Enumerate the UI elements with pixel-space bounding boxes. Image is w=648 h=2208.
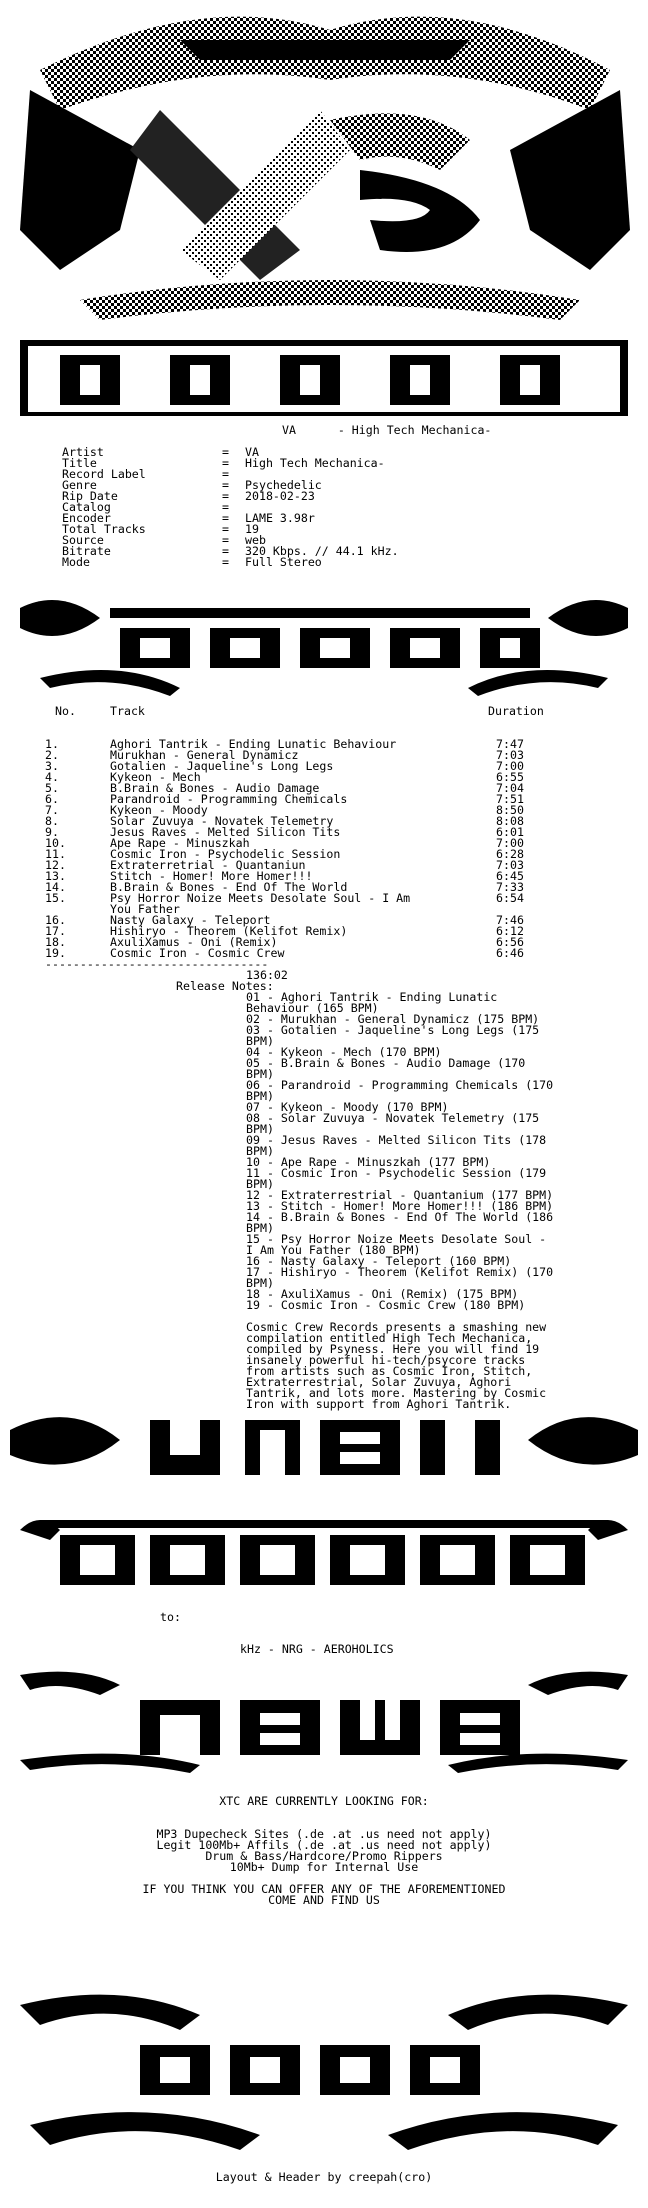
track-row (0, 860, 648, 871)
info-value: High Tech Mechanica- (245, 456, 385, 470)
track-number: 19. (45, 946, 66, 960)
track-title: Ape Rape - Minuszkah (110, 836, 250, 850)
info-label: Catalog (62, 500, 111, 514)
info-label: Source (62, 533, 104, 547)
track-row (0, 739, 648, 750)
info-equals: = (222, 511, 229, 525)
col-track-header: Track (110, 704, 145, 718)
track-row (0, 849, 648, 860)
track-title: Hishiryo - Theorem (Kelifot Remix) (110, 924, 348, 938)
total-duration: 136:02 (246, 968, 288, 982)
track-duration: 6:01 (496, 825, 524, 839)
info-label: Mode (62, 555, 90, 569)
info-equals: = (222, 489, 229, 503)
track-title: Jesus Raves - Melted Silicon Tits (110, 825, 341, 839)
info-block (0, 447, 648, 568)
info-row (0, 546, 648, 557)
track-number: 2. (45, 748, 59, 762)
info-label: Artist (62, 445, 104, 459)
info-equals: = (222, 445, 229, 459)
track-title: Murukhan - General Dynamicz (110, 748, 299, 762)
tracklist-header (0, 706, 648, 717)
track-number: 6. (45, 792, 59, 806)
track-duration: 7:04 (496, 781, 524, 795)
track-title: Parandroid - Programming Chemicals (110, 792, 348, 806)
news-offer-2: COME AND FIND US (268, 1893, 380, 1907)
track-row (0, 948, 648, 959)
track-duration: 7:46 (496, 913, 524, 927)
track-row (0, 827, 648, 838)
track-title: Extraterretrial - Quantaniun (110, 858, 306, 872)
col-duration-header: Duration (488, 704, 544, 718)
info-equals: = (222, 555, 229, 569)
news-item: 10Mb+ Dump for Internal Use (229, 1860, 419, 1874)
track-duration: 6:54 (496, 891, 524, 905)
shouts-to-label: to: (160, 1610, 181, 1624)
track-number: 3. (45, 759, 59, 773)
track-number: 8. (45, 814, 59, 828)
track-row (0, 794, 648, 805)
info-equals: = (222, 522, 229, 536)
track-title: Stitch - Homer! More Homer!!! (110, 869, 313, 883)
track-title: Cosmic Iron - Psychodelic Session (110, 847, 341, 861)
track-number: 16. (45, 913, 66, 927)
info-value: LAME 3.98r (245, 511, 315, 525)
tracklist-separator: -------------------------------- (45, 957, 269, 971)
track-number: 1. (45, 737, 59, 751)
track-number: 10. (45, 836, 66, 850)
track-title: Kykeon - Mech (110, 770, 201, 784)
shouts-line: kHz - NRG - AEROHOLICS (240, 1642, 394, 1656)
track-duration: 6:45 (496, 869, 524, 883)
release-notes: 01 - Aghori Tantrik - Ending Lunatic Behaviour (165 BPM) 02 - Murukhan - General Dynamicz (175 BPM) 03 - Gotalien - Jaqueline's Long Legs (175 BPM) 04 - Kykeon - Mech (170 BPM) 05 - B.Brain & Bones - Audio Damage (170 BPM) 06 - Parandroid - Programming Chemicals (170 BPM) 07 - Kykeon - Moody (170 BPM) 08 - Solar Zuvuya - Novatek Telemetry (175 BPM) 09 - Jesus Raves - Melted Silicon Tits (178 BPM) 10 - Ape Rape - Minuszkah (177 BPM) 11 - Cosmic Iron - Psychodelic Session (179 BPM) 12 - Extraterrestrial - Quantanium (177 BPM) 13 - Stitch - Homer! More Homer!!! (186 BPM) 14 - B.Brain & Bones - End Of The World (186 BPM) 15 - Psy Horror Noize Meets Desolate Soul - I Am You Father (180 BPM) 16 - Nasty Galaxy - Teleport (160 BPM) 17 - Hishiryo - Theorem (Kelifot Remix) (170 BPM) 18 - AxuliXamus - Oni (Remix) (175 BPM) 19 - Cosmic Iron - Cosmic Crew (180 BPM) Cosmic Crew Records presents a smashing new compilation entitled High Tech Mechanica, compiled by Psyness. Here you will find 19 insanely powerful hi-tech/psycore tracks from artists such as Cosmic Iron, Stitch, Extraterrestrial, Solar Zuvuya, Aghori Tantrik, and lots more. Mastering by Cosmic Iron with support from Aghori Tantrik. (246, 990, 554, 1411)
news-item: Drum & Bass/Hardcore/Promo Rippers (205, 1849, 443, 1863)
track-number: 18. (45, 935, 66, 949)
info-equals: = (222, 533, 229, 547)
track-number: 11. (45, 847, 66, 861)
track-number: 4. (45, 770, 59, 784)
track-duration: 8:50 (496, 803, 524, 817)
info-value: VA (245, 445, 259, 459)
col-no-header: No. (55, 704, 76, 718)
section-art-info-footer (0, 1985, 648, 2170)
track-row (0, 772, 648, 783)
info-equals: = (222, 478, 229, 492)
track-title: Nasty Galaxy - Teleport (110, 913, 271, 927)
news-item: Legit 100Mb+ Affils (.de .at .us need not apply) (156, 1838, 492, 1852)
track-duration: 7:47 (496, 737, 524, 751)
section-art-news (0, 1665, 648, 1775)
news-headline: XTC ARE CURRENTLY LOOKING FOR: (219, 1794, 429, 1808)
info-equals: = (222, 500, 229, 514)
track-row (0, 761, 648, 772)
track-number: 7. (45, 803, 59, 817)
track-number: 5. (45, 781, 59, 795)
track-number: 14. (45, 880, 66, 894)
xtc-logo-art (0, 0, 648, 330)
track-duration: 7:00 (496, 836, 524, 850)
info-value: 320 Kbps. // 44.1 kHz. (245, 544, 399, 558)
info-label: Genre (62, 478, 97, 492)
track-title: B.Brain & Bones - End Of The World (110, 880, 348, 894)
track-number: 13. (45, 869, 66, 883)
info-value: Full Stereo (245, 555, 322, 569)
track-title: AxuliXamus - Oni (Remix) (110, 935, 278, 949)
track-duration: 6:46 (496, 946, 524, 960)
track-row (0, 926, 648, 937)
section-art-shouts (0, 1500, 648, 1600)
info-label: Encoder (62, 511, 111, 525)
track-title: Solar Zuvuya - Novatek Telemetry (110, 814, 334, 828)
info-label: Total Tracks (62, 522, 146, 536)
track-number: 15. (45, 891, 66, 905)
info-equals: = (222, 467, 229, 481)
info-equals: = (222, 456, 229, 470)
track-row (0, 893, 648, 915)
track-duration: 6:56 (496, 935, 524, 949)
track-duration: 7:03 (496, 748, 524, 762)
info-label: Bitrate (62, 544, 111, 558)
section-art-list (0, 1400, 648, 1495)
news-offer-1: IF YOU THINK YOU CAN OFFER ANY OF THE AFOREMENTIONED (142, 1882, 506, 1896)
info-value: Psychedelic (245, 478, 322, 492)
track-duration: 7:00 (496, 759, 524, 773)
track-duration: 7:03 (496, 858, 524, 872)
info-value: 2018-02-23 (245, 489, 315, 503)
info-value: 19 (245, 522, 259, 536)
track-number: 17. (45, 924, 66, 938)
track-duration: 7:51 (496, 792, 524, 806)
track-title: Kykeon - Moody (110, 803, 208, 817)
track-number: 9. (45, 825, 59, 839)
info-row (0, 557, 648, 568)
news-item: MP3 Dupecheck Sites (.de .at .us need not apply) (156, 1827, 492, 1841)
section-art-track (0, 588, 648, 698)
info-row (0, 469, 648, 480)
info-label: Title (62, 456, 97, 470)
track-number: 12. (45, 858, 66, 872)
track-title: Psy Horror Noize Meets Desolate Soul - I Am You Father (110, 891, 411, 916)
track-duration: 6:12 (496, 924, 524, 938)
track-title: Cosmic Iron - Cosmic Crew (110, 946, 285, 960)
shouts-block (0, 1612, 648, 1655)
track-row (0, 937, 648, 948)
tracklist (0, 706, 648, 1410)
track-duration: 6:55 (496, 770, 524, 784)
news-block (0, 1796, 648, 1906)
track-duration: 8:08 (496, 814, 524, 828)
release-notes-label: Release Notes: (176, 979, 274, 993)
track-title: Aghori Tantrik - Ending Lunatic Behaviour (110, 737, 397, 751)
release-title-line: VA - High Tech Mechanica- (282, 423, 492, 437)
track-title: Gotalien - Jaqueline's Long Legs (110, 759, 334, 773)
section-art-info (0, 330, 648, 420)
info-label: Rip Date (62, 489, 118, 503)
track-duration: 6:28 (496, 847, 524, 861)
track-title: B.Brain & Bones - Audio Damage (110, 781, 320, 795)
info-label: Record Label (62, 467, 146, 481)
credits-line: Layout & Header by creepah(cro) (215, 2170, 433, 2184)
track-duration: 7:33 (496, 880, 524, 894)
info-value: web (245, 533, 266, 547)
info-equals: = (222, 544, 229, 558)
